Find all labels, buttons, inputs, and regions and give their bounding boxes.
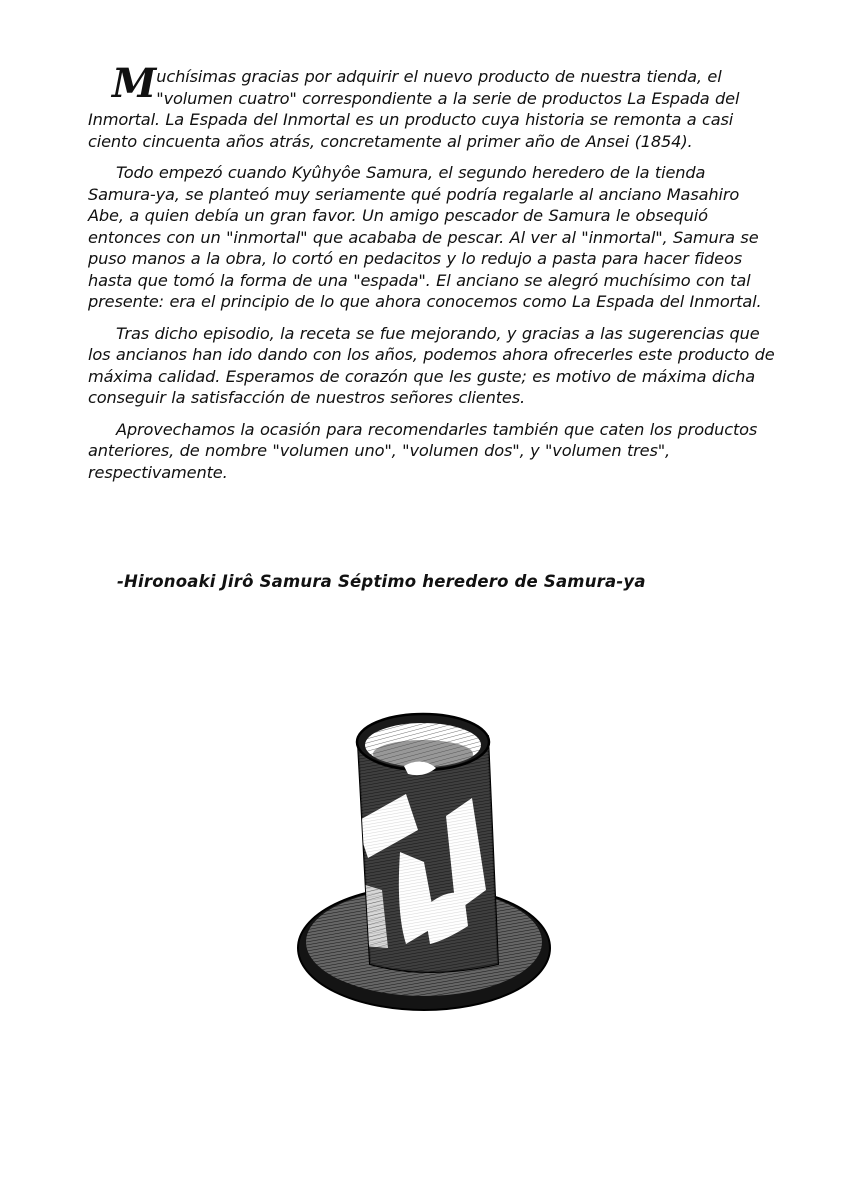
paragraph-1-text: uchísimas gracias por adquirir el nuevo producto de nuestra tienda, el "volumen cuatro" correspondiente a la serie de productos La Espada del Inmortal. La Espada del Inmortal es un producto cuya historia se remonta a casi ciento cincuenta años atrás, concretamente al primer año de Ansei (1854).: [88, 67, 740, 151]
paragraph-4: Aprovechamos la ocasión para recomendarles también que caten los productos anteriores, de nombre "volumen uno", "volumen dos", y "volumen tres", respectivamente.: [88, 419, 758, 482]
letter-body: [88, 60, 778, 493]
paragraph-2: Todo empezó cuando Kyûhyôe Samura, el segundo heredero de la tienda Samura-ya, se planteó muy seriamente qué podría regalarle al anciano Masahiro Abe, a quien debía un gran favor. Un amigo pescador de Samura le obsequió entonces con un "inmortal" que acababa de pescar. Al ver al "inmortal", Samura se puso manos a la obra, lo cortó en pedacitos y lo redujo a pasta para hacer fideos hasta que tomó la forma de una "espada". El anciano se alegró muchísimo con tal presente: era el principio de lo que ahora conocemos como La Espada del Inmortal.: [88, 163, 762, 311]
drop-cap-letter: M: [112, 60, 155, 107]
signature-line: -Hironoaki Jirô Samura Séptimo heredero de Samura-ya: [117, 572, 646, 591]
inked-cup-on-saucer-illustration: [296, 712, 558, 1014]
paragraph-1: [88, 60, 778, 152]
paragraph-3: Tras dicho episodio, la receta se fue mejorando, y gracias a las sugerencias que los ancianos han ido dando con los años, podemos ahora ofrecerles este producto de máxima calidad. Esperamos de corazón que les guste; es motivo de máxima dicha conseguir la satisfacción de nuestros señores clientes.: [88, 323, 775, 407]
